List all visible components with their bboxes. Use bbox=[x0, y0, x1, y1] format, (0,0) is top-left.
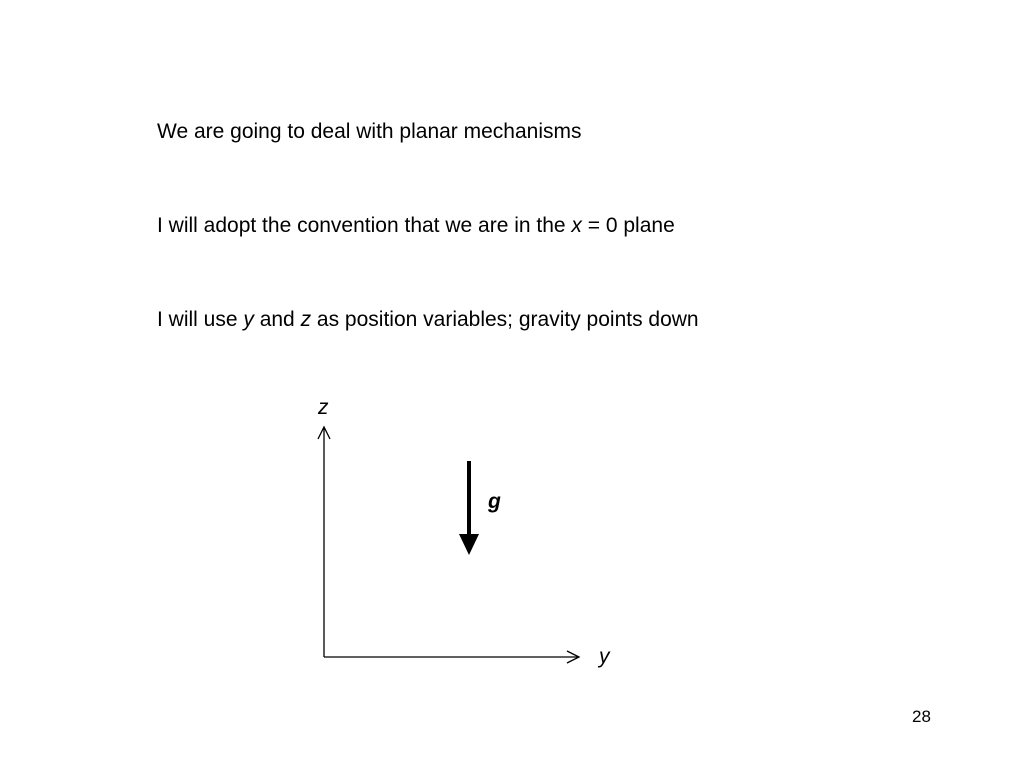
z-axis-label: z bbox=[318, 396, 329, 419]
statement-text-middle: and bbox=[253, 308, 301, 331]
statement-text-after: = 0 plane bbox=[581, 214, 675, 237]
statement-text-before: I will use bbox=[157, 308, 244, 331]
statement-text: We are going to deal with planar mechanisms bbox=[157, 120, 582, 143]
gravity-arrowhead bbox=[459, 534, 479, 555]
statement-text-after: as position variables; gravity points down bbox=[311, 308, 699, 331]
page-number: 28 bbox=[912, 707, 931, 726]
gravity-label: g bbox=[488, 490, 501, 513]
y-axis-label: y bbox=[599, 645, 610, 668]
variable-y: y bbox=[243, 308, 254, 331]
variable-z: z bbox=[300, 308, 312, 331]
statement-text-before: I will adopt the convention that we are in the bbox=[157, 214, 572, 237]
variable-x: x bbox=[571, 214, 582, 237]
